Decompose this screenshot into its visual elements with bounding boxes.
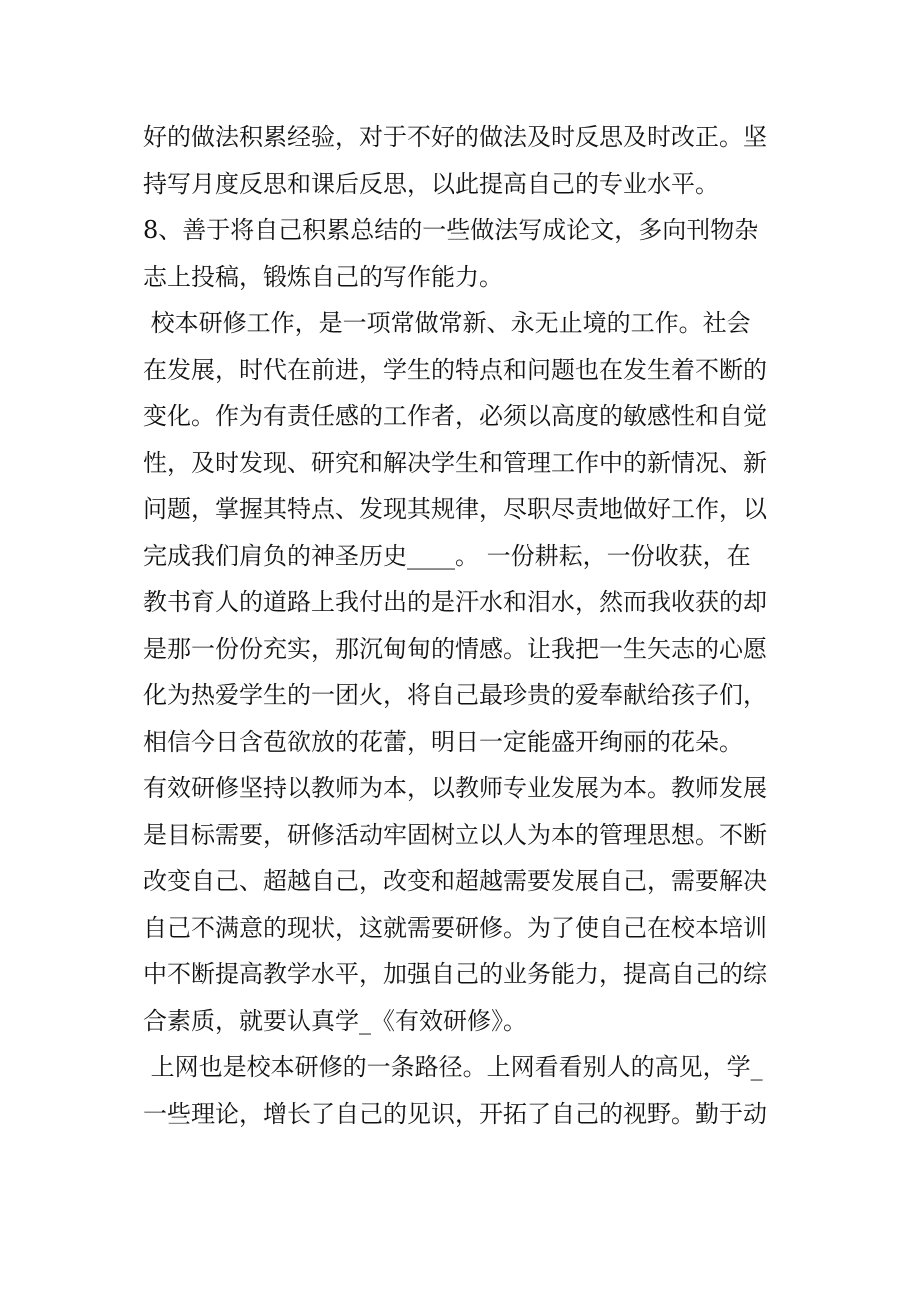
text-line: 自己不满意的现状，这就需要研修。为了使自己在校本培训 — [143, 913, 767, 942]
text-line: 合素质，就要认真学_《有效研修》。 — [143, 1006, 527, 1035]
text-line: 校本研修工作，是一项常做常新、永无止境的工作。社会 — [143, 309, 751, 337]
text-line: 好的做法积累经验，对于不好的做法及时反思及时改正。坚 — [143, 123, 767, 151]
text-line: 上网也是校本研修的一条路径。上网看看别人的高见，学_ — [143, 1053, 763, 1081]
body-text — [143, 114, 793, 1137]
text-line: 在发展，时代在前进，学生的特点和问题也在发生着不断的 — [143, 355, 767, 384]
text-line: 变化。作为有责任感的工作者，必须以高度的敏感性和自觉 — [143, 402, 767, 430]
text-line: 相信今日含苞欲放的花蕾，明日一定能盛开绚丽的花朵。 — [143, 727, 743, 756]
text-line: 有效研修坚持以教师为本，以教师专业发展为本。教师发展 — [143, 774, 767, 802]
text-line: 8、善于将自己积累总结的一些做法写成论文，多向刊物杂 — [143, 216, 759, 244]
text-line: 一些理论，增长了自己的见识，开拓了自己的视野。勤于动 — [143, 1099, 767, 1128]
text-line: 持写月度反思和课后反思，以此提高自己的专业水平。 — [143, 169, 719, 198]
text-line: 完成我们肩负的神圣历史____。 一份耕耘，一份收获，在 — [143, 541, 751, 570]
text-line: 中不断提高教学水平，加强自己的业务能力，提高自己的综 — [143, 960, 767, 988]
text-line: 志上投稿，锻炼自己的写作能力。 — [143, 262, 503, 291]
text-line: 教书育人的道路上我付出的是汗水和泪水，然而我收获的却 — [143, 588, 767, 616]
text-line: 改变自己、超越自己，改变和超越需要发展自己，需要解决 — [143, 867, 767, 895]
text-line: 是那一份份充实，那沉甸甸的情感。让我把一生矢志的心愿 — [143, 634, 767, 663]
text-line: 是目标需要，研修活动牢固树立以人为本的管理思想。不断 — [143, 820, 767, 849]
text-line: 化为热爱学生的一团火，将自己最珍贵的爱奉献给孩子们， — [143, 681, 767, 709]
text-line: 问题，掌握其特点、发现其规律，尽职尽责地做好工作，以 — [143, 495, 767, 523]
text-line: 性，及时发现、研究和解决学生和管理工作中的新情况、新 — [143, 448, 767, 477]
